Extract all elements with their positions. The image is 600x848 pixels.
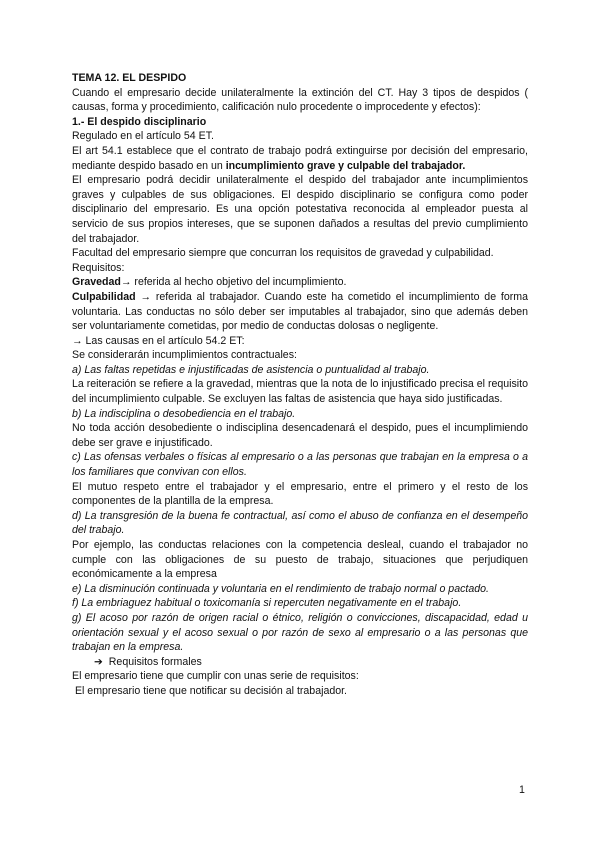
faculty-line: Facultad del empresario siempre que concurran los requisitos de gravedad y culpabilidad.	[72, 247, 494, 260]
formal-requisites-label: Requisitos formales	[108, 655, 202, 668]
causes-line: → Las causas en el artículo 54.2 ET:	[72, 334, 245, 347]
cause-c: c) Las ofensas verbales o físicas al empresario o a las personas que trabajan en la empresa o a los familiares que convivan con ellos.	[72, 451, 528, 479]
gravity-label: Gravedad	[72, 276, 121, 289]
intro-paragraph: Cuando el empresario decide unilateralmente la extinción del CT. Hay 3 tipos de despidos ( causas, forma y procedimiento, calificación nulo procedente o improcedente y efectos):	[72, 86, 528, 114]
cause-e: e) La disminución continuada y voluntaria en el rendimiento de trabajo normal o pactado.	[72, 582, 489, 595]
formal-series-line: El empresario tiene que cumplir con unas serie de requisitos:	[72, 670, 359, 683]
cause-a-note: La reiteración se refiere a la gravedad, mientras que la nota de lo injustificado precisa el requisito del incumplimiento culpable. Se excluyen las faltas de asistencia que haya sido justificadas.	[72, 378, 528, 406]
cause-b-note: No toda acción desobediente o indisciplina desencadenará el despido, pues el incumplimiendo debe ser grave e injustificado.	[72, 422, 528, 449]
cause-d-note: Por ejemplo, las conductas relaciones con la competencia desleal, cuando el trabajador no cumple con las obligaciones de su puesto de trabajo, situaciones que perjudiquen económicamente a la empresa	[72, 539, 528, 581]
disciplinary-power-paragraph: El empresario podrá decidir unilateralmente el despido del trabajador ante incumplimientos graves y culpables de sus obligaciones. El despido disciplinario se configura como poder disciplinario del empresario. Es una opción potestativa reconocida al empleador puesta al servicio de sus propios intereses, que se suponen dañados a resultas del previo cumplimiento del trabajador.	[72, 174, 528, 245]
cause-f: f) La embriaguez habitual o toxicomanía si repercuten negativamente en el trabajo.	[72, 597, 462, 610]
art-54-1-text: El art 54.1 establece que el contrato de trabajo podrá extinguirse por decisión del empresario, mediante despido basado en un	[72, 144, 528, 172]
cause-a: a) Las faltas repetidas e injustificadas de asistencia o puntualidad al trabajo.	[72, 363, 430, 376]
cause-b: b) La indisciplina o desobediencia en el trabajo.	[72, 407, 296, 420]
cause-c-note: El mutuo respeto entre el trabajador y el empresario, entre el primero y el resto de los componentes de la plantilla de la empresa.	[72, 480, 528, 508]
gravity-text: → referida al hecho objetivo del incumplimiento.	[120, 276, 347, 289]
page-number: 1	[519, 784, 525, 796]
section-heading: 1.- El despido disciplinario	[72, 115, 207, 128]
art-54-1-paragraph	[72, 144, 528, 173]
cause-d: d) La transgresión de la buena fe contractual, así como el abuso de confianza en el desempeño del trabajo.	[72, 509, 528, 537]
document-page	[72, 71, 528, 699]
formal-notify-line: El empresario tiene que notificar su decisión al trabajador.	[72, 684, 348, 697]
cause-g: g) El acoso por razón de origen racial o étnico, religión o convicciones, discapacidad, edad u orientación sexual y el acoso sexual o por razón de sexo al empresario o a las personas que trabajan en la empresa.	[72, 611, 528, 654]
arrow-bullet-icon: ➔	[94, 655, 103, 668]
culpability-text: → referida al trabajador. Cuando este ha cometido el incumplimiento de forma voluntaria. Las conductas no sólo deber ser imputables al trabajador, sino que además deben ser voluntariamente cometidas, por medio de conductas dolosas o negligente.	[72, 290, 528, 333]
regulated-line: Regulado en el artículo 54 ET.	[72, 130, 214, 143]
culpability-label: Culpabilidad	[72, 290, 136, 303]
document-title: TEMA 12. EL DESPIDO	[72, 72, 187, 84]
formal-requisites-bullet	[72, 655, 528, 670]
gravity-line	[72, 275, 528, 290]
culpability-line	[72, 290, 528, 334]
art-54-1-bold: incumplimiento grave y culpable del trabajador.	[225, 159, 466, 172]
considered-line: Se considerarán incumplimientos contractuales:	[72, 349, 297, 362]
requisites-label: Requisitos:	[72, 261, 125, 274]
